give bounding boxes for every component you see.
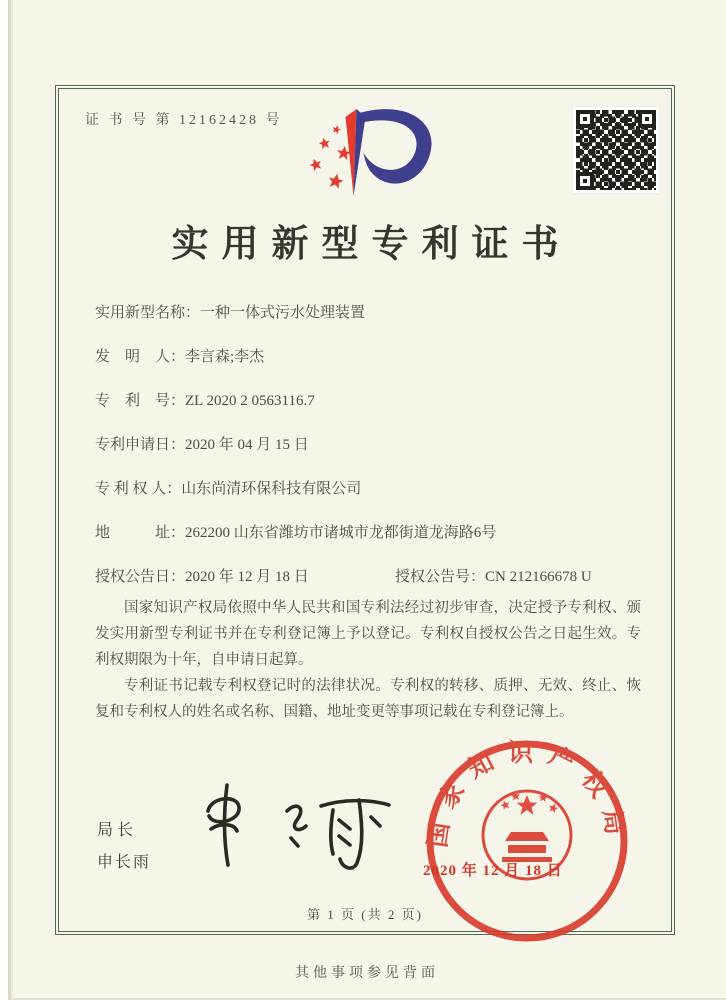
field-value: 李言森;李杰 [185,349,265,365]
certificate-fields [95,303,649,611]
certificate-title: 实用新型专利证书 [171,224,572,265]
field-label: 授权公告日： [95,569,186,585]
field-value: ZL 2020 2 0563116.7 [185,393,315,409]
qr-code [573,107,659,193]
field-utility-model-name [95,303,649,323]
legal-text [95,595,641,725]
page-number: 第 1 页 (共 2 页) [307,907,423,922]
field-address [95,523,649,543]
field-filing-date [95,435,649,455]
certificate-border-frame [55,85,675,935]
signer-name: 申长雨 [97,854,152,871]
field-patent-number [95,391,649,411]
qr-finder-icon [638,110,656,128]
seal-date: 2020 年 12 月 18 日 [423,863,563,879]
field-value: CN 212166678 U [485,569,592,585]
field-value: 一种一体式污水处理装置 [200,305,366,321]
field-value: 山东尚清环保科技有限公司 [181,481,362,497]
certificate-paper [8,0,726,1000]
legal-paragraph-1: 国家知识产权局依照中华人民共和国专利法经过初步审查，决定授予专利权、颁发实用新型专利证书并在专利登记簿上予以登记。专利权自授权公告之日起生效。专利权期限为十年，自申请日起算。 [95,600,641,668]
field-label: 授权公告号： [395,569,486,585]
field-value: 262200 山东省潍坊市诸城市龙都街道龙海路6号 [185,525,497,541]
field-grant-announcement [95,567,649,587]
field-value: 2020 年 04 月 15 日 [185,437,309,453]
back-side-note: 其他事项参见背面 [295,966,439,981]
certificate-number: 证 书 号 第 12162428 号 [85,113,283,128]
field-label: 发 明 人： [95,349,186,365]
field-label: 专 利 号： [95,393,186,409]
qr-finder-icon [576,110,594,128]
field-inventors [95,347,649,367]
field-grant-date [95,567,395,587]
qr-finder-icon [576,172,594,190]
field-grant-number [395,567,592,587]
field-patentee [95,479,649,499]
field-label: 专 利 权 人： [95,481,182,497]
seal-text: 国家知识产权局 [424,739,630,850]
handwritten-signature-icon [187,775,407,875]
signer-role: 局长 [97,822,138,839]
cnipa-logo-icon [278,97,453,205]
field-value: 2020 年 12 月 18 日 [185,569,309,585]
field-label: 实用新型名称： [95,305,201,321]
legal-paragraph-2: 专利证书记载专利权登记时的法律状况。专利权的转移、质押、无效、终止、恢复和专利权人的姓名或名称、国籍、地址变更等事项记载在专利登记簿上。 [95,678,641,720]
field-label: 地 址： [95,525,186,541]
field-label: 专利申请日： [95,437,186,453]
